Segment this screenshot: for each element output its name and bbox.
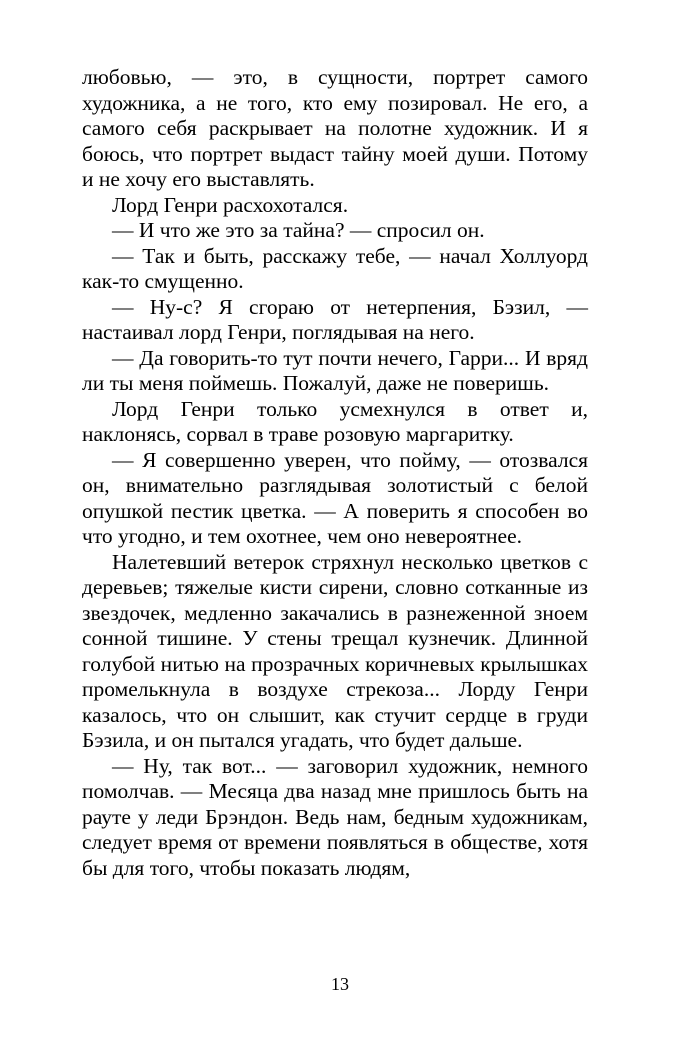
- dialogue-line: — И что же это за тайна? — спросил он.: [112, 218, 485, 242]
- paragraph: Лорд Генри только усмехнулся в ответ и, наклонясь, сорвал в траве розовую маргаритку.: [82, 396, 588, 446]
- paragraph: Лорд Генри расхохотался.: [112, 192, 349, 217]
- dialogue-line: — Ну, так вот... — заговорил художник, немного помолчав. — Месяца два назад мне пришлось быть на рауте у леди Брэндон. Ведь нам, бедным художникам, следует время от времени появляться в обществе, хотя бы для того, чтобы показать людям,: [82, 753, 588, 880]
- body-text: [82, 65, 588, 881]
- paragraph-continuation: любовью, — это, в сущности, портрет самого художника, а не того, кто ему позировал. Не его, а самого себя раскрывает на полотне художник. И я боюсь, что портрет выдаст тайну моей души. Потому и не хочу его выставлять.: [82, 65, 588, 191]
- dialogue-line: — Я совершенно уверен, что пойму, — отозвался он, внимательно разглядывая золотистый с белой опушкой пестик цветка. — А поверить я способен во что угодно, и тем охотнее, чем оно невероятнее.: [82, 447, 588, 548]
- dialogue-line: — Да говорить-то тут почти нечего, Гарри... И вряд ли ты меня поймешь. Пожалуй, даже не поверишь.: [82, 345, 588, 395]
- page-number: 13: [331, 974, 349, 994]
- dialogue-line: — Так и быть, расскажу тебе, — начал Холлуорд как-то смущенно.: [82, 243, 588, 293]
- dialogue-line: — Ну-с? Я сгораю от нетерпения, Бэзил, — настаивал лорд Генри, поглядывая на него.: [82, 294, 588, 344]
- paragraph: Налетевший ветерок стряхнул несколько цветков с деревьев; тяжелые кисти сирени, словно сотканные из звездочек, медленно закачались в разнеженной зноем сонной тишине. У стены трещал кузнечик. Длинной голубой нитью на прозрачных коричневых крылышках промелькнула в воздухе стрекоза... Лорду Генри казалось, что он слышит, как стучит сердце в груди Бэзила, и он пытался угадать, что будет дальше.: [82, 549, 588, 752]
